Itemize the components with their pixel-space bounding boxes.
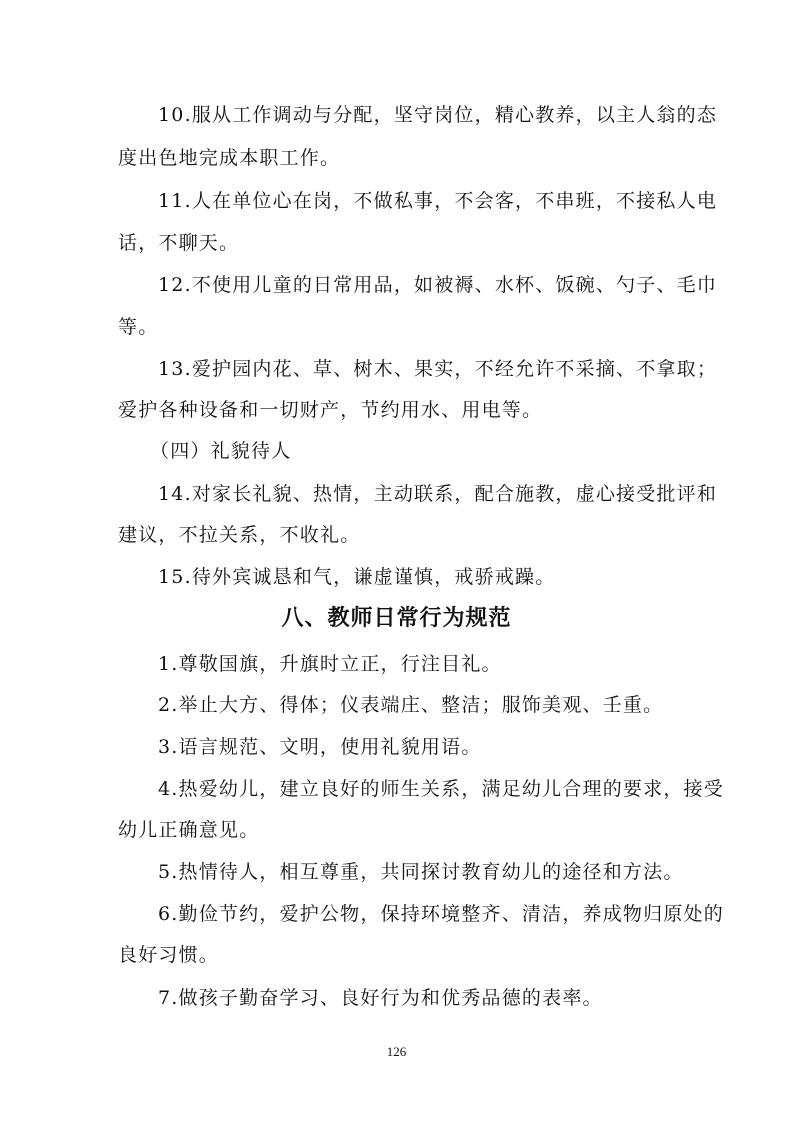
rule-6-line-1: 6.勤俭节约，爱护公物，保持环境整齐、清洁，养成物归原处的 — [158, 903, 724, 925]
rule-7: 7.做孩子勤奋学习、良好行为和优秀品德的表率。 — [158, 987, 603, 1009]
page-number: 126 — [386, 1044, 407, 1059]
item-12-line-1: 12.不使用儿童的日常用品，如被褥、水杯、饭碗、勺子、毛巾 — [158, 274, 718, 296]
item-11-line-2: 话，不聊天。 — [118, 232, 240, 254]
item-10-line-1: 10.服从工作调动与分配，坚守岗位，精心教养，以主人翁的态 — [158, 104, 718, 126]
item-14-line-2: 建议，不拉关系，不收礼。 — [118, 524, 361, 546]
rule-3: 3.语言规范、文明，使用礼貌用语。 — [158, 736, 482, 758]
subsection-heading: （四）礼貌待人 — [150, 440, 292, 462]
item-15-line-1: 15.待外宾诚恳和气，谦虚谨慎，戒骄戒躁。 — [158, 566, 556, 588]
section-title: 八、教师日常行为规范 — [281, 606, 512, 631]
item-11-line-1: 11.人在单位心在岗，不做私事，不会客，不串班，不接私人电 — [158, 190, 718, 212]
item-10-line-2: 度出色地完成本职工作。 — [118, 147, 341, 169]
rule-2: 2.举止大方、得体；仪表端庄、整洁；服饰美观、壬重。 — [158, 694, 664, 716]
item-13-line-1: 13.爱护园内花、草、树木、果实，不经允许不采摘、不拿取； — [158, 358, 718, 380]
rule-4-line-1: 4.热爱幼儿，建立良好的师生关系，满足幼儿合理的要求，接受 — [158, 778, 724, 800]
item-13-line-2: 爱护各种设备和一切财产，节约用水、用电等。 — [118, 399, 543, 421]
rule-6-line-2: 良好习惯。 — [118, 944, 220, 966]
item-12-line-2: 等。 — [118, 316, 159, 338]
rule-1: 1.尊敬国旗，升旗时立正，行注目礼。 — [158, 653, 502, 675]
item-14-line-1: 14.对家长礼貌、热情，主动联系，配合施教，虚心接受批评和 — [158, 483, 718, 505]
rule-5: 5.热情待人，相互尊重，共同探讨教育幼儿的途径和方法。 — [158, 861, 684, 883]
rule-4-line-2: 幼儿正确意见。 — [118, 819, 260, 841]
